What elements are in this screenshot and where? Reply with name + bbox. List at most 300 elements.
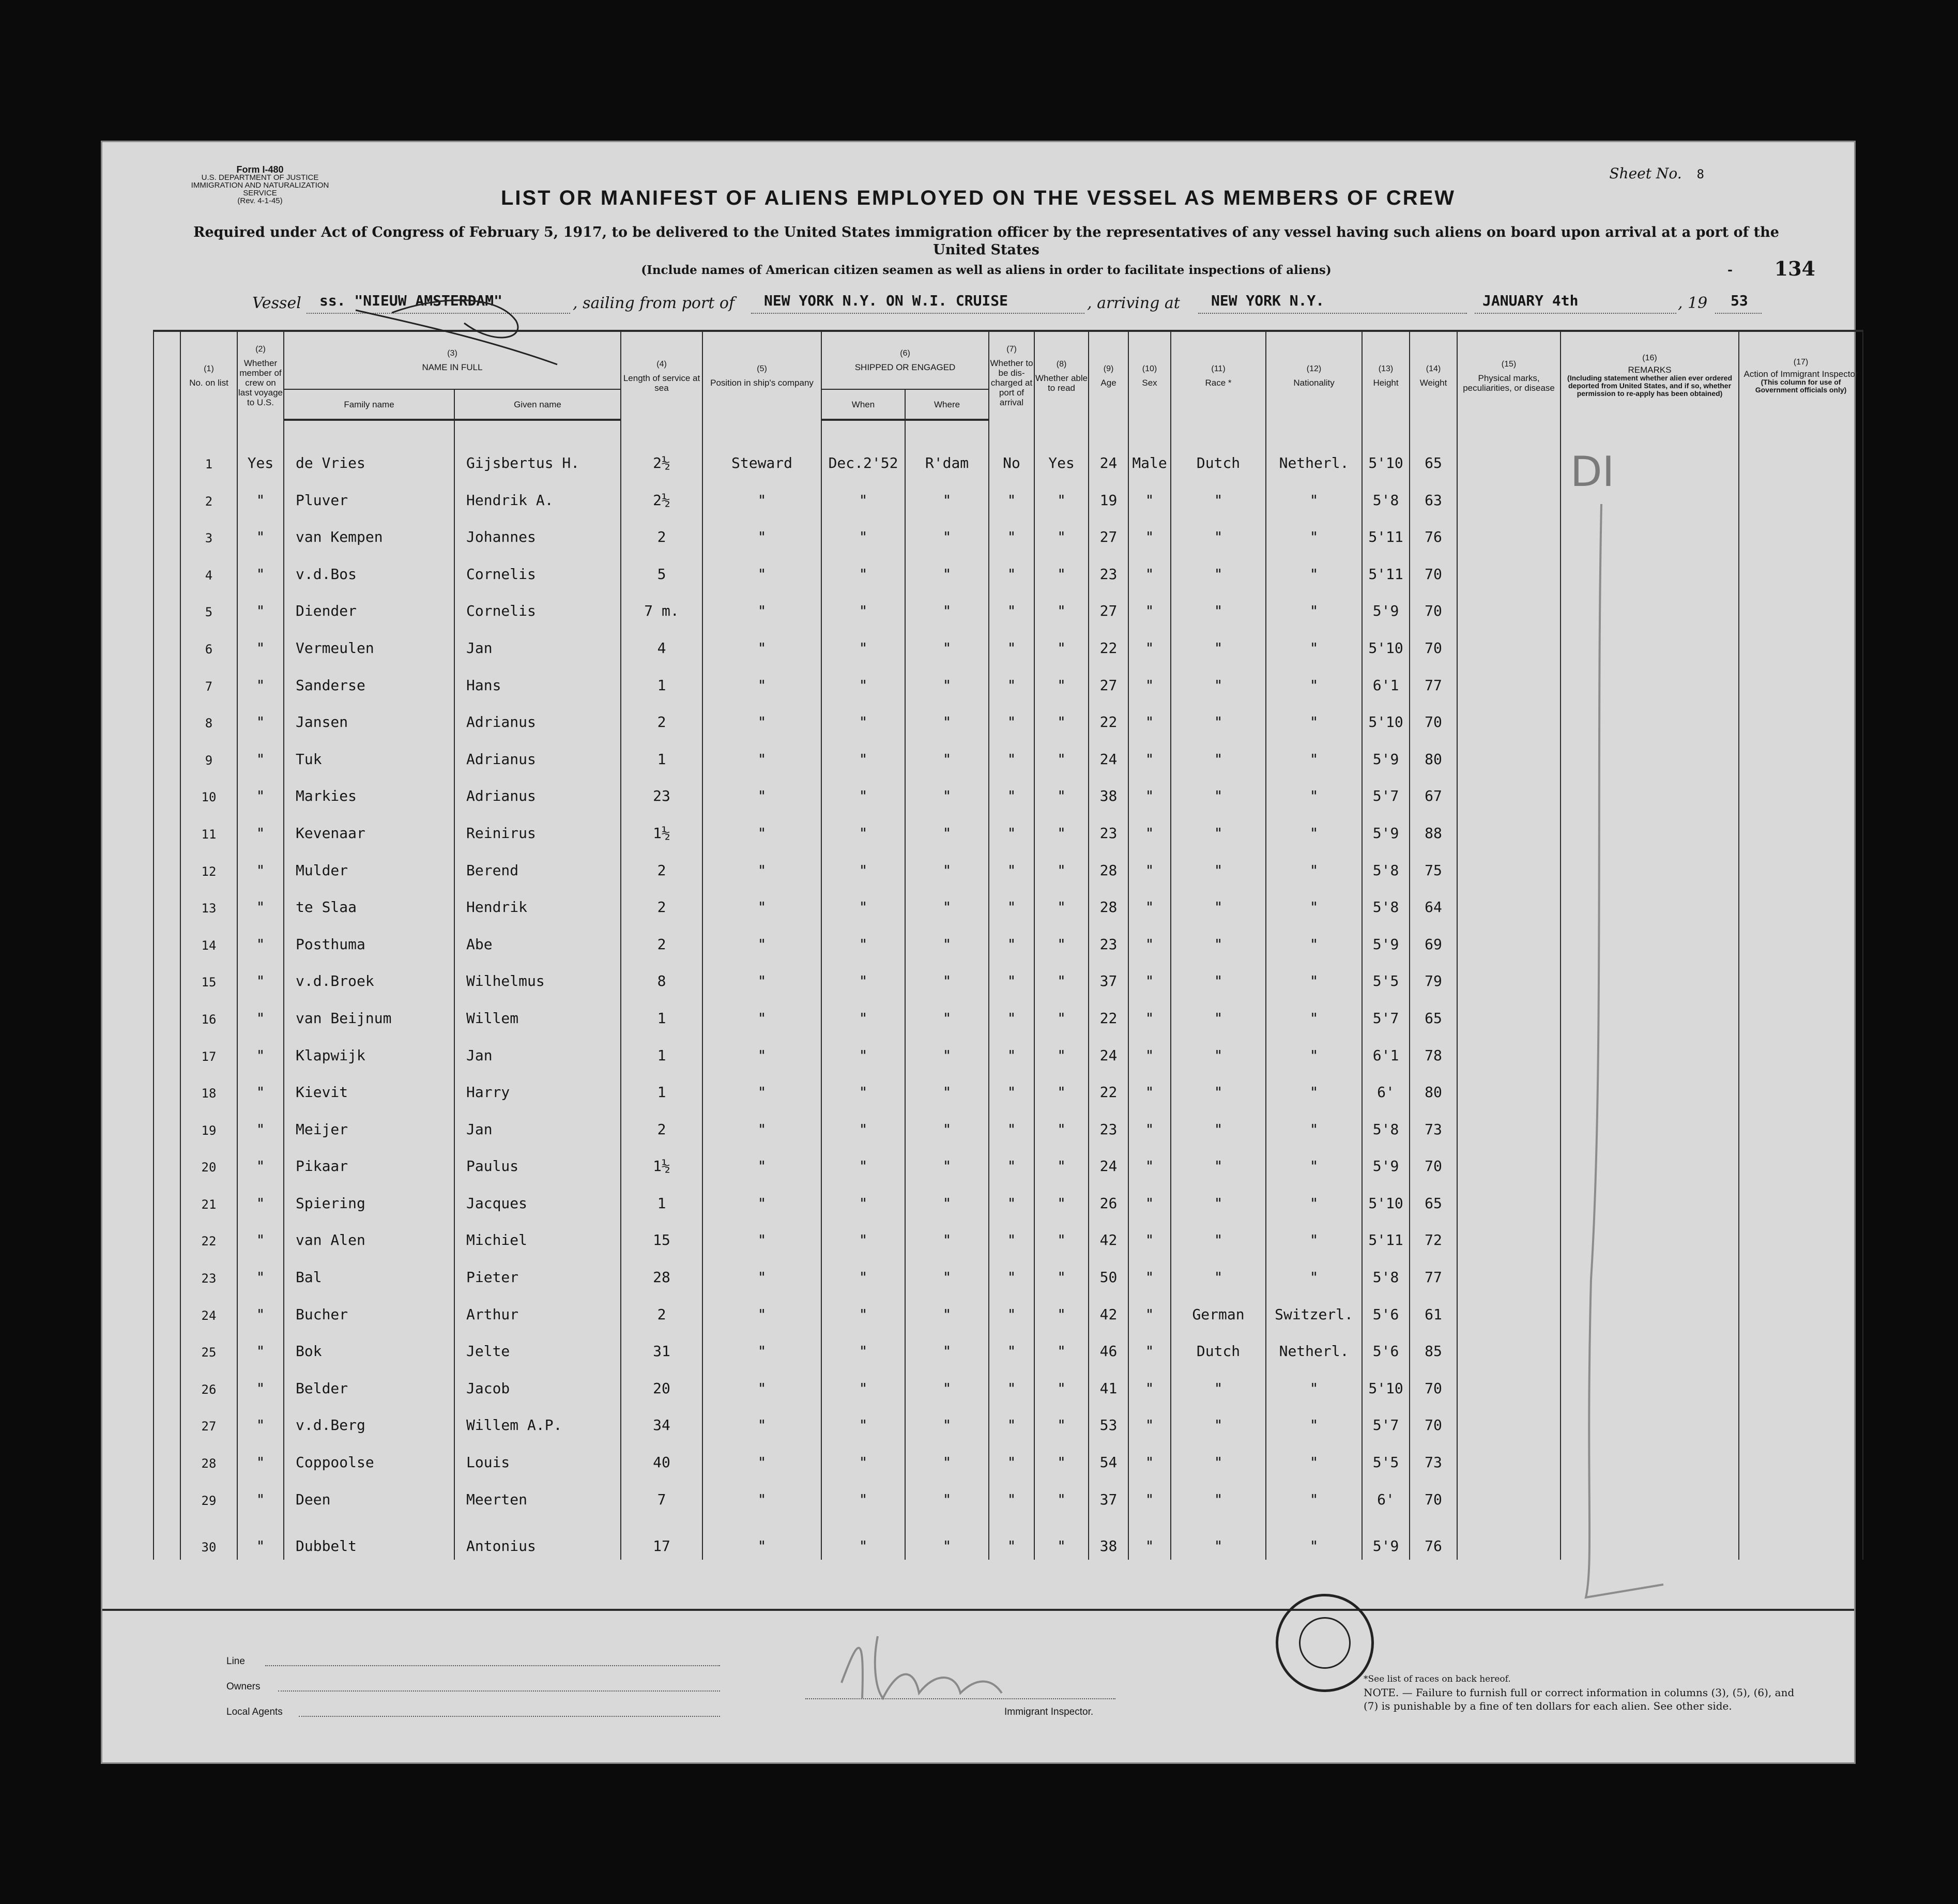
cell-shipped-where: " <box>905 662 989 699</box>
cell-nationality: Netherl. <box>1266 420 1362 477</box>
cell-last-voyage: " <box>237 1217 284 1254</box>
cell-last-voyage: " <box>237 624 284 662</box>
cell-shipped-when: " <box>821 1106 905 1143</box>
cell-shipped-where: " <box>905 773 989 810</box>
cell-service-length: 2 <box>621 921 702 958</box>
cell-given-name: Cornelis <box>454 551 621 588</box>
cell-shipped-where: " <box>905 514 989 551</box>
cell-given-name: Adrianus <box>454 699 621 736</box>
cell-shipped-when: " <box>821 1254 905 1291</box>
cell-age: 38 <box>1089 773 1128 810</box>
cell-last-voyage: " <box>237 1439 284 1476</box>
cell-shipped-where: " <box>905 921 989 958</box>
cell-family-name: v.d.Bos <box>284 551 454 588</box>
cell-age: 23 <box>1089 810 1128 847</box>
cell-last-voyage: " <box>237 736 284 773</box>
cell-service-length: 34 <box>621 1402 702 1439</box>
cell-position: " <box>702 995 821 1032</box>
cell-race: " <box>1171 958 1266 995</box>
cell-age: 23 <box>1089 551 1128 588</box>
cell-sex: " <box>1128 736 1171 773</box>
cell-race: " <box>1171 995 1266 1032</box>
cell-discharged: " <box>989 958 1034 995</box>
cell-position: " <box>702 1254 821 1291</box>
cell-sex: " <box>1128 624 1171 662</box>
cell-height: 5'10 <box>1362 1365 1410 1402</box>
cell-discharged: " <box>989 884 1034 921</box>
cell-nationality: " <box>1266 1254 1362 1291</box>
col-header-13: (13) Height <box>1362 331 1410 420</box>
cell-race: " <box>1171 662 1266 699</box>
cell-list-number: 12 <box>180 847 237 884</box>
cell-position: " <box>702 588 821 625</box>
cell-race: " <box>1171 1106 1266 1143</box>
vessel-date: JANUARY 4th <box>1482 292 1579 309</box>
cell-shipped-where: " <box>905 1476 989 1513</box>
cell-given-name: Michiel <box>454 1217 621 1254</box>
cell-weight: 65 <box>1410 1180 1457 1217</box>
cell-nationality: " <box>1266 1365 1362 1402</box>
col-header-14: (14) Weight <box>1410 331 1457 420</box>
cell-shipped-where: R'dam <box>905 420 989 477</box>
cell-service-length: 1 <box>621 995 702 1032</box>
page-title: LIST OR MANIFEST OF ALIENS EMPLOYED ON THE VESSEL AS MEMBERS OF CREW <box>500 187 1456 209</box>
cell-last-voyage: " <box>237 921 284 958</box>
cell-age: 27 <box>1089 588 1128 625</box>
cell-position: " <box>702 1513 821 1560</box>
cell-able-to-read: " <box>1034 624 1089 662</box>
cell-service-length: 1 <box>621 1069 702 1106</box>
cell-given-name: Hendrik A. <box>454 477 621 514</box>
cell-height: 5'8 <box>1362 477 1410 514</box>
page-number: 134 <box>1774 257 1815 280</box>
cell-discharged: " <box>989 810 1034 847</box>
cell-able-to-read: " <box>1034 514 1089 551</box>
cell-discharged: " <box>989 773 1034 810</box>
cell-weight: 76 <box>1410 514 1457 551</box>
cell-family-name: Kievit <box>284 1069 454 1106</box>
cell-shipped-where: " <box>905 1402 989 1439</box>
cell-given-name: Willem <box>454 995 621 1032</box>
col-header-4: (4) Length of service at sea <box>621 331 702 420</box>
cell-shipped-where: " <box>905 1439 989 1476</box>
cell-nationality: " <box>1266 624 1362 662</box>
cell-last-voyage: Yes <box>237 420 284 477</box>
cell-family-name: Deen <box>284 1476 454 1513</box>
races-note: *See list of races on back hereof. <box>1364 1674 1511 1684</box>
cell-service-length: 17 <box>621 1513 702 1560</box>
cell-list-number: 28 <box>180 1439 237 1476</box>
cell-able-to-read: " <box>1034 477 1089 514</box>
cell-given-name: Paulus <box>454 1143 621 1180</box>
cell-able-to-read: " <box>1034 1032 1089 1069</box>
cell-shipped-when: " <box>821 810 905 847</box>
cell-nationality: " <box>1266 662 1362 699</box>
cell-race: " <box>1171 1513 1266 1560</box>
cell-nationality: Switzerl. <box>1266 1291 1362 1328</box>
line-label: Line <box>226 1656 245 1667</box>
cell-last-voyage: " <box>237 514 284 551</box>
cell-nationality: " <box>1266 847 1362 884</box>
col-header-9: (9) Age <box>1089 331 1128 420</box>
cell-age: 24 <box>1089 1032 1128 1069</box>
cell-height: 5'9 <box>1362 736 1410 773</box>
note-text: — Failure to furnish full or correct information in columns (3), (5), (6), and (7) is punishable by a fine of ten dollars for each alien. See other side. <box>1364 1686 1795 1712</box>
cell-list-number: 30 <box>180 1513 237 1560</box>
cell-position: " <box>702 1106 821 1143</box>
cell-given-name: Gijsbertus H. <box>454 420 621 477</box>
cell-family-name: Bok <box>284 1328 454 1365</box>
cell-age: 53 <box>1089 1402 1128 1439</box>
cell-last-voyage: " <box>237 1069 284 1106</box>
cell-age: 22 <box>1089 699 1128 736</box>
cell-list-number: 13 <box>180 884 237 921</box>
cell-height: 5'10 <box>1362 624 1410 662</box>
cell-shipped-when: " <box>821 1180 905 1217</box>
cell-family-name: Vermeulen <box>284 624 454 662</box>
cell-able-to-read: " <box>1034 1291 1089 1328</box>
cell-able-to-read: " <box>1034 1180 1089 1217</box>
cell-last-voyage: " <box>237 995 284 1032</box>
col-header-1: (1) No. on list <box>180 331 237 420</box>
col-header-2: (2) Whether member of crew on last voyage to U.S. <box>237 331 284 420</box>
cell-shipped-when: " <box>821 1402 905 1439</box>
col-header-12: (12) Nationality <box>1266 331 1362 420</box>
cell-age: 23 <box>1089 921 1128 958</box>
cell-age: 46 <box>1089 1328 1128 1365</box>
cell-sex: Male <box>1128 420 1171 477</box>
cell-family-name: de Vries <box>284 420 454 477</box>
cell-able-to-read: " <box>1034 662 1089 699</box>
cell-sex: " <box>1128 551 1171 588</box>
cell-race: " <box>1171 624 1266 662</box>
col-header-7: (7) Whether to be dis-charged at port of arrival <box>989 331 1034 420</box>
cell-service-length: 1 <box>621 1180 702 1217</box>
cell-age: 42 <box>1089 1291 1128 1328</box>
cell-race: " <box>1171 1217 1266 1254</box>
cell-race: " <box>1171 551 1266 588</box>
cell-discharged: " <box>989 847 1034 884</box>
cell-position: " <box>702 847 821 884</box>
cell-age: 24 <box>1089 736 1128 773</box>
cell-height: 5'7 <box>1362 773 1410 810</box>
cell-shipped-when: " <box>821 1513 905 1560</box>
cell-nationality: " <box>1266 477 1362 514</box>
cell-shipped-where: " <box>905 1365 989 1402</box>
manifest-sheet <box>101 141 1856 1764</box>
cell-given-name: Jelte <box>454 1328 621 1365</box>
cell-shipped-where: " <box>905 1032 989 1069</box>
cell-position: " <box>702 1439 821 1476</box>
cell-race: " <box>1171 1439 1266 1476</box>
cell-sex: " <box>1128 1439 1171 1476</box>
cell-age: 24 <box>1089 1143 1128 1180</box>
cell-age: 28 <box>1089 884 1128 921</box>
col-header-10: (10) Sex <box>1128 331 1171 420</box>
cell-position: " <box>702 624 821 662</box>
cell-race: " <box>1171 1069 1266 1106</box>
cell-last-voyage: " <box>237 1476 284 1513</box>
cell-shipped-where: " <box>905 736 989 773</box>
cell-age: 23 <box>1089 1106 1128 1143</box>
cell-family-name: Jansen <box>284 699 454 736</box>
cell-position: " <box>702 1180 821 1217</box>
cell-age: 38 <box>1089 1513 1128 1560</box>
cell-given-name: Abe <box>454 921 621 958</box>
cell-last-voyage: " <box>237 810 284 847</box>
cell-height: 5'9 <box>1362 810 1410 847</box>
cell-able-to-read: " <box>1034 551 1089 588</box>
cell-last-voyage: " <box>237 1180 284 1217</box>
cell-able-to-read: " <box>1034 958 1089 995</box>
cell-nationality: " <box>1266 884 1362 921</box>
cell-given-name: Arthur <box>454 1291 621 1328</box>
cell-shipped-where: " <box>905 1217 989 1254</box>
cell-able-to-read: " <box>1034 1476 1089 1513</box>
form-service: IMMIGRATION AND NATURALIZATION SERVICE <box>191 181 329 197</box>
cell-sex: " <box>1128 1402 1171 1439</box>
cell-given-name: Jacques <box>454 1180 621 1217</box>
cell-service-length: 4 <box>621 624 702 662</box>
cell-weight: 70 <box>1410 1402 1457 1439</box>
cell-family-name: Bucher <box>284 1291 454 1328</box>
cell-list-number: 20 <box>180 1143 237 1180</box>
cell-weight: 85 <box>1410 1328 1457 1365</box>
cell-service-length: 7 <box>621 1476 702 1513</box>
cell-height: 5'11 <box>1362 1217 1410 1254</box>
cell-discharged: " <box>989 1402 1034 1439</box>
cell-discharged: " <box>989 1032 1034 1069</box>
cell-family-name: Posthuma <box>284 921 454 958</box>
cell-service-length: 2½ <box>621 477 702 514</box>
cell-height: 6'1 <box>1362 1032 1410 1069</box>
cell-service-length: 1 <box>621 736 702 773</box>
cell-discharged: " <box>989 699 1034 736</box>
cell-family-name: Markies <box>284 773 454 810</box>
cell-shipped-when: " <box>821 551 905 588</box>
cell-shipped-where: " <box>905 1180 989 1217</box>
cell-service-length: 2 <box>621 847 702 884</box>
cell-nationality: " <box>1266 1106 1362 1143</box>
cell-discharged: " <box>989 995 1034 1032</box>
cell-position: " <box>702 921 821 958</box>
cell-weight: 70 <box>1410 699 1457 736</box>
cell-height: 5'6 <box>1362 1328 1410 1365</box>
cell-family-name: van Kempen <box>284 514 454 551</box>
cell-list-number: 4 <box>180 551 237 588</box>
cell-sex: " <box>1128 884 1171 921</box>
cell-given-name: Willem A.P. <box>454 1402 621 1439</box>
cell-position: " <box>702 958 821 995</box>
cell-position: " <box>702 477 821 514</box>
cell-able-to-read: " <box>1034 995 1089 1032</box>
cell-sex: " <box>1128 662 1171 699</box>
cell-sex: " <box>1128 1291 1171 1328</box>
cell-position: " <box>702 884 821 921</box>
cell-able-to-read: " <box>1034 1513 1089 1560</box>
cell-discharged: " <box>989 921 1034 958</box>
cell-shipped-when: " <box>821 514 905 551</box>
cell-discharged: No <box>989 420 1034 477</box>
col-header-11: (11) Race * <box>1171 331 1266 420</box>
cell-given-name: Adrianus <box>454 773 621 810</box>
cell-given-name: Johannes <box>454 514 621 551</box>
cell-shipped-where: " <box>905 1106 989 1143</box>
cell-race: Dutch <box>1171 1328 1266 1365</box>
cell-service-length: 8 <box>621 958 702 995</box>
cell-height: 5'8 <box>1362 1254 1410 1291</box>
col-header-5: (5) Position in ship's company <box>702 331 821 420</box>
cell-family-name: Diender <box>284 588 454 625</box>
cell-family-name: Mulder <box>284 847 454 884</box>
cell-age: 19 <box>1089 477 1128 514</box>
cell-weight: 79 <box>1410 958 1457 995</box>
cell-discharged: " <box>989 624 1034 662</box>
cell-able-to-read: " <box>1034 736 1089 773</box>
sheet-label: Sheet No. <box>1609 165 1682 182</box>
cell-list-number: 3 <box>180 514 237 551</box>
cell-discharged: " <box>989 1439 1034 1476</box>
cell-service-length: 31 <box>621 1328 702 1365</box>
cell-discharged: " <box>989 1476 1034 1513</box>
cell-nationality: " <box>1266 1476 1362 1513</box>
cell-service-length: 2 <box>621 1106 702 1143</box>
cell-list-number: 22 <box>180 1217 237 1254</box>
cell-weight: 77 <box>1410 662 1457 699</box>
cell-nationality: " <box>1266 551 1362 588</box>
cell-nationality: " <box>1266 1180 1362 1217</box>
cell-weight: 70 <box>1410 1476 1457 1513</box>
vessel-arriving-label: , arriving at <box>1087 294 1180 312</box>
cell-sex: " <box>1128 1217 1171 1254</box>
cell-list-number: 2 <box>180 477 237 514</box>
cell-sex: " <box>1128 1069 1171 1106</box>
cell-height: 5'7 <box>1362 1402 1410 1439</box>
vessel-label: Vessel <box>252 294 301 312</box>
cell-family-name: Belder <box>284 1365 454 1402</box>
cell-family-name: v.d.Berg <box>284 1402 454 1439</box>
cell-height: 5'10 <box>1362 1180 1410 1217</box>
cell-shipped-when: " <box>821 1476 905 1513</box>
cell-last-voyage: " <box>237 1254 284 1291</box>
cell-age: 42 <box>1089 1217 1128 1254</box>
cell-race: " <box>1171 1402 1266 1439</box>
cell-shipped-when: " <box>821 773 905 810</box>
cell-given-name: Jan <box>454 1032 621 1069</box>
cell-family-name: v.d.Broek <box>284 958 454 995</box>
cell-nationality: " <box>1266 921 1362 958</box>
cell-age: 28 <box>1089 847 1128 884</box>
cell-list-number: 1 <box>180 420 237 477</box>
cell-family-name: van Beijnum <box>284 995 454 1032</box>
cell-nationality: Netherl. <box>1266 1328 1362 1365</box>
cell-shipped-when: " <box>821 1365 905 1402</box>
cell-position: " <box>702 1069 821 1106</box>
cell-race: " <box>1171 699 1266 736</box>
cell-sex: " <box>1128 958 1171 995</box>
cell-sex: " <box>1128 921 1171 958</box>
cell-height: 5'5 <box>1362 1439 1410 1476</box>
cell-list-number: 27 <box>180 1402 237 1439</box>
cell-able-to-read: " <box>1034 1143 1089 1180</box>
cell-height: 5'9 <box>1362 921 1410 958</box>
cell-shipped-when: " <box>821 958 905 995</box>
cell-last-voyage: " <box>237 958 284 995</box>
cell-last-voyage: " <box>237 847 284 884</box>
cell-position: " <box>702 736 821 773</box>
form-department: U.S. DEPARTMENT OF JUSTICE <box>201 173 319 182</box>
cell-race: " <box>1171 1032 1266 1069</box>
cell-height: 5'11 <box>1362 551 1410 588</box>
cell-service-length: 2½ <box>621 420 702 477</box>
cell-nationality: " <box>1266 1069 1362 1106</box>
cell-given-name: Jacob <box>454 1365 621 1402</box>
cell-list-number: 5 <box>180 588 237 625</box>
cell-discharged: " <box>989 1106 1034 1143</box>
cell-sex: " <box>1128 514 1171 551</box>
cell-service-length: 1½ <box>621 810 702 847</box>
cell-weight: 80 <box>1410 736 1457 773</box>
cell-age: 37 <box>1089 1476 1128 1513</box>
cell-shipped-where: " <box>905 588 989 625</box>
cell-discharged: " <box>989 1328 1034 1365</box>
cell-weight: 64 <box>1410 884 1457 921</box>
cell-shipped-where: " <box>905 810 989 847</box>
col-header-given-name: Given name <box>454 389 621 420</box>
cell-given-name: Jan <box>454 624 621 662</box>
cell-nationality: " <box>1266 588 1362 625</box>
cell-sex: " <box>1128 1513 1171 1560</box>
cell-sex: " <box>1128 773 1171 810</box>
cell-list-number: 17 <box>180 1032 237 1069</box>
cell-weight: 65 <box>1410 995 1457 1032</box>
cell-discharged: " <box>989 477 1034 514</box>
cell-last-voyage: " <box>237 1106 284 1143</box>
cell-age: 22 <box>1089 995 1128 1032</box>
cell-position: " <box>702 1365 821 1402</box>
cell-list-number: 26 <box>180 1365 237 1402</box>
cell-weight: 73 <box>1410 1106 1457 1143</box>
cell-list-number: 6 <box>180 624 237 662</box>
cell-position: " <box>702 699 821 736</box>
cell-discharged: " <box>989 551 1034 588</box>
cell-service-length: 1½ <box>621 1143 702 1180</box>
cell-height: 5'8 <box>1362 1106 1410 1143</box>
cell-able-to-read: " <box>1034 773 1089 810</box>
cell-age: 50 <box>1089 1254 1128 1291</box>
cell-shipped-when: " <box>821 1291 905 1328</box>
cell-race: " <box>1171 847 1266 884</box>
cell-last-voyage: " <box>237 1402 284 1439</box>
immigrant-inspector-label: Immigrant Inspector. <box>1004 1707 1094 1717</box>
cell-list-number: 29 <box>180 1476 237 1513</box>
cell-able-to-read: " <box>1034 1254 1089 1291</box>
cell-height: 6' <box>1362 1069 1410 1106</box>
cell-able-to-read: " <box>1034 810 1089 847</box>
cell-service-length: 2 <box>621 884 702 921</box>
note-label: NOTE. <box>1364 1686 1399 1699</box>
cell-weight: 76 <box>1410 1513 1457 1560</box>
cell-weight: 70 <box>1410 624 1457 662</box>
cell-position: " <box>702 810 821 847</box>
cell-nationality: " <box>1266 1143 1362 1180</box>
cell-list-number: 18 <box>180 1069 237 1106</box>
cell-nationality: " <box>1266 1513 1362 1560</box>
cell-weight: 70 <box>1410 1365 1457 1402</box>
cell-shipped-when: " <box>821 699 905 736</box>
cell-sex: " <box>1128 477 1171 514</box>
cell-nationality: " <box>1266 810 1362 847</box>
